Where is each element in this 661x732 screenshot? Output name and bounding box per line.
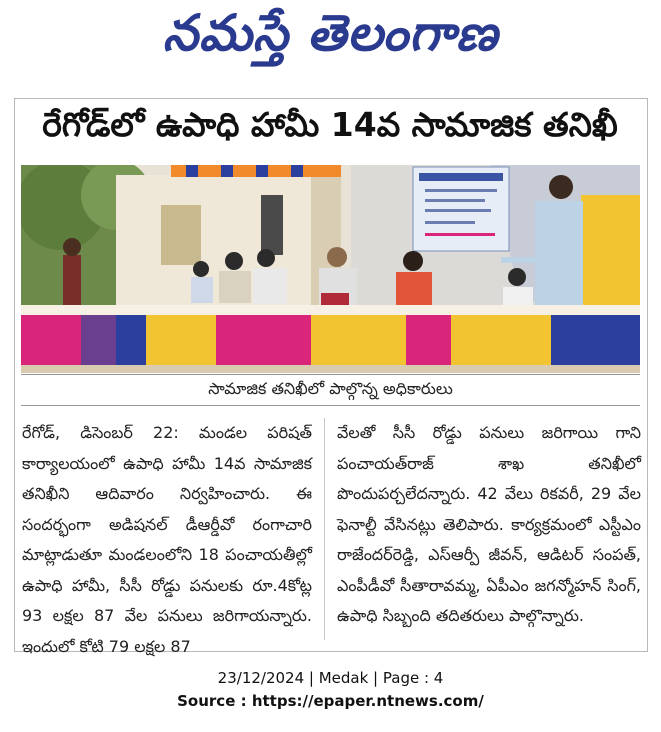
footer-source: Source : https://epaper.ntnews.com/ — [177, 692, 484, 710]
photo-caption: సామాజిక తనిఖీలో పాల్గొన్న అధికారులు — [208, 378, 453, 398]
column-divider — [324, 418, 325, 640]
article-column-left — [22, 418, 312, 662]
tables — [21, 305, 640, 373]
event-banner — [413, 167, 509, 251]
article-headline: రేగోడ్‌లో ఉపాధి హామీ 14వ సామాజిక తనిఖీ — [42, 104, 618, 144]
article-paragraph-left: రేగోడ్, డిసెంబర్ 22: మండల పరిషత్ కార్యాలయంలో ఉపాధి హామీ 14వ సామాజిక తనిఖీని ఆదివారం నిర్వహించారు. ఈ సందర్భంగా అడిషనల్ డీఆర్డీవో రంగాచారి మాట్లాడుతూ మండలంలోని 18 పంచాయతీల్లో ఉపాధి హామీ, సీసీ రోడ్డు పనులకు రూ.4కోట్ల 93 లక్షల 87 వేల పనులు జరిగాయన్నారు. ఇందులో కోటి 79 లక్షల 87 — [22, 423, 312, 656]
footer-date-edition: 23/12/2024 | Medak | Page : 4 — [217, 669, 444, 687]
photo-caption-bar — [21, 374, 640, 406]
masthead-title: నమస్తే తెలంగాణ — [162, 3, 499, 62]
event-photo-illustration — [21, 165, 640, 373]
tent-fringe — [171, 165, 341, 177]
masthead — [0, 0, 661, 78]
article-photo — [21, 165, 640, 373]
article-paragraph-right: వేలతో సీసీ రోడ్డు పనులు జరిగాయి గాని పంచాయత్‌రాజ్ శాఖ తనిఖీలో పొందుపర్చలేదన్నారు. 42 వేలు రికవరీ, 29 వేల ఫెనాల్టీ వేసినట్లు తెలిపారు. కార్యక్రమంలో ఎస్టీఎం రాజేందర్‌రెడ్డి, ఎస్‌ఆర్పీ జీవన్, ఆడిటర్ సంపత్, ఎంపీడీవో సీతారావమ్మ, ఏపీఎం జగన్మోహన్ సింగ్, ఉపాధి సిబ్బంది తదితరులు పాల్గొన్నారు. — [337, 423, 641, 625]
article-column-right — [337, 418, 641, 632]
